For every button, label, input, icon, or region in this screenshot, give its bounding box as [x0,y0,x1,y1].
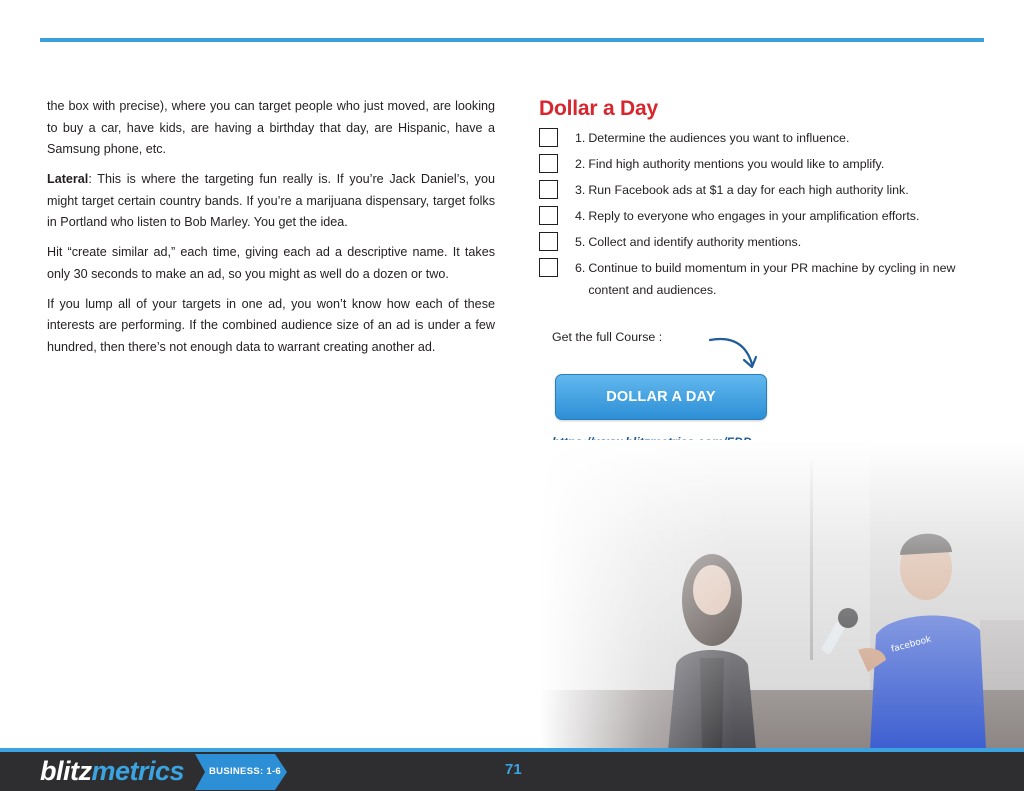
checkbox[interactable] [539,154,558,173]
item-number: 3. [575,183,586,197]
blitzmetrics-logo: blitzmetrics [40,756,185,786]
interview-photo [540,440,1024,750]
checklist-item [539,153,979,179]
cta-label: Get the full Course : [552,330,663,344]
item-number: 6. [575,261,586,275]
item-text: Find high authority mentions you would like to amplify. [588,157,885,171]
page-number: 71 [505,761,522,778]
item-text: Determine the audiences you want to influence. [588,131,850,145]
footer-divider [0,748,1024,752]
paragraph-4: If you lump all of your targets in one ad, you won’t know how each of these interests are performing. If the combined audience size of an ad is under a few hundred, then there’s not enough data to warrant creating another ad. [47,296,495,354]
paragraph-3: Hit “create similar ad,” each time, giving each ad a descriptive name. It takes only 30 seconds to make an ad, so you might as well do a dozen or two. [47,245,495,281]
checkbox[interactable] [539,206,558,225]
item-number: 1. [575,131,586,145]
dollar-a-day-button[interactable]: DOLLAR A DAY [555,374,767,420]
checkbox[interactable] [539,258,558,277]
checklist [539,127,979,301]
paragraph-1: the box with precise), where you can target people who just moved, are looking to buy a car, have kids, are having a birthday that day, are Hispanic, have a Samsung phone, etc. [47,99,495,156]
top-divider [40,38,984,42]
item-text: Continue to build momentum in your PR machine by cycling in new content and audiences. [588,261,956,297]
checklist-item [539,205,979,231]
checkbox[interactable] [539,180,558,199]
checklist-item [539,257,979,301]
dollar-a-day-section [539,96,979,301]
paragraph-2 [47,169,495,234]
checklist-item [539,231,979,257]
item-number: 2. [575,157,586,171]
item-text: Reply to everyone who engages in your amplification efforts. [588,209,920,223]
checklist-item [539,179,979,205]
section-title: Dollar a Day [539,97,658,120]
checklist-item [539,127,979,153]
item-number: 5. [575,235,586,249]
curved-arrow-icon [706,334,766,374]
section-tag: BUSINESS: 1-6 [209,766,282,777]
item-number: 4. [575,209,586,223]
lateral-label: Lateral [47,172,89,186]
checkbox[interactable] [539,232,558,251]
checkbox[interactable] [539,128,558,147]
body-text-column [47,96,495,367]
item-text: Run Facebook ads at $1 a day for each high authority link. [588,183,909,197]
item-text: Collect and identify authority mentions. [588,235,802,249]
paragraph-2-text: : This is where the targeting fun really is. If you’re Jack Daniel’s, you might target certain country bands. If you’re a marijuana dispensary, target folks in Portland who listen to Bob Marley. You get the idea. [47,172,495,229]
